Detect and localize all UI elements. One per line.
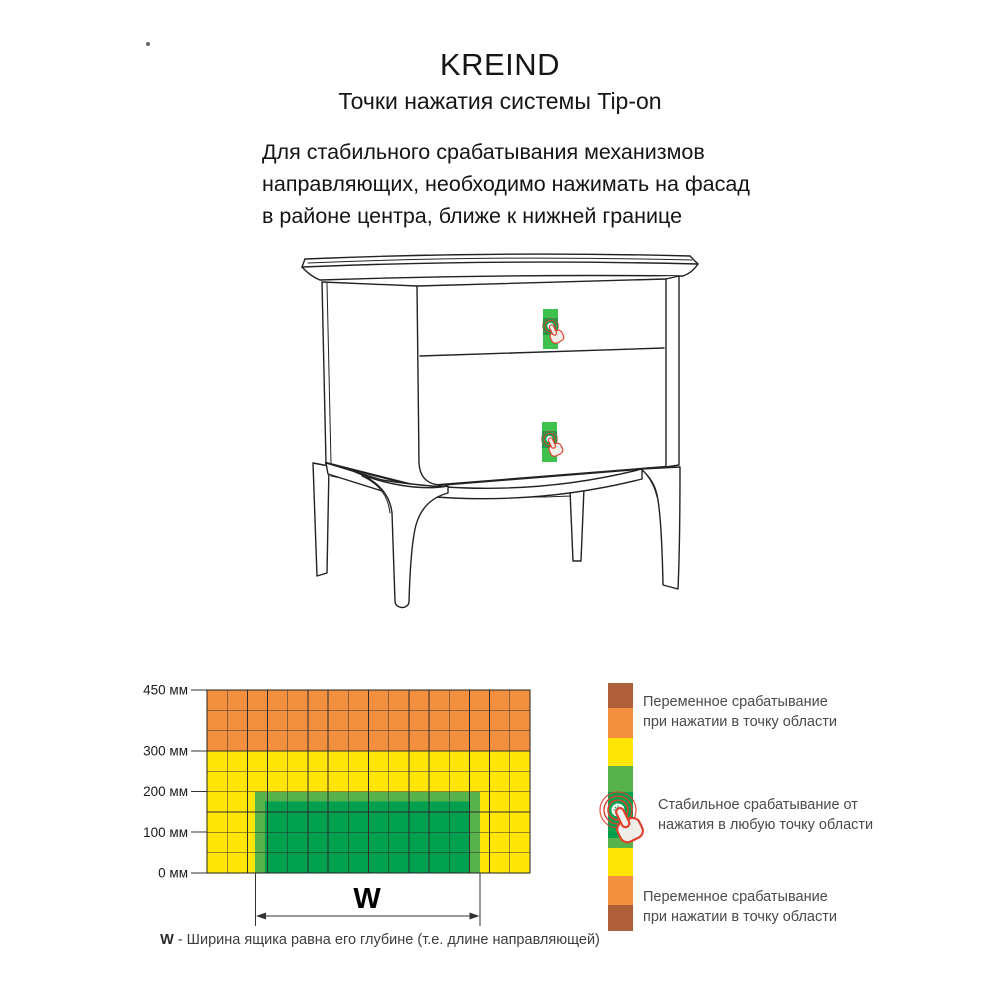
legend-color-segment (608, 683, 633, 708)
legend-label-stable: Стабильное срабатывание от нажатия в любую точку области (658, 797, 874, 833)
legend-color-segment (608, 848, 633, 876)
intro-paragraph (262, 136, 750, 232)
stray-dot (146, 42, 150, 46)
width-label: W (353, 883, 381, 915)
legend-label-variable-bottom: Переменное срабатывание при нажатии в точку области (643, 889, 837, 925)
legend-color-segment (608, 905, 633, 931)
furniture-illustration (265, 245, 735, 635)
leg-rear-left (313, 463, 329, 576)
pressure-zone-chart (140, 668, 620, 968)
legend-color-segment (608, 708, 633, 738)
page-subtitle: Точки нажатия системы Tip-on (338, 88, 662, 114)
tick-label: 100 мм (143, 824, 188, 840)
brand-title: KREIND (439, 47, 561, 82)
tick-label: 300 мм (143, 743, 188, 759)
cabinet-body (322, 276, 679, 487)
leg-front-left (355, 472, 448, 608)
intro-line: в районе центра, ближе к нижней границе (262, 204, 683, 228)
tick-label: 450 мм (143, 682, 188, 698)
caption-symbol: W (160, 932, 174, 948)
leg-front-right (641, 467, 680, 589)
y-axis-ticks (143, 683, 207, 881)
tick-label: 0 мм (158, 865, 188, 881)
legend-color-segment (608, 876, 633, 905)
chart-caption (150, 932, 610, 948)
intro-line: направляющих, необходимо нажимать на фасад (262, 172, 750, 196)
legend-color-segment (608, 738, 633, 766)
caption-text: - Ширина ящика равна его глубине (т.е. длине направляющей) (173, 932, 600, 948)
legend-label-variable-top: Переменное срабатывание при нажатии в точку области (643, 694, 837, 730)
width-dimension (256, 873, 481, 926)
leg-rear-right (570, 488, 584, 561)
tick-label: 200 мм (143, 784, 188, 800)
intro-line: Для стабильного срабатывания механизмов (262, 140, 705, 164)
legend-color-segment (608, 766, 633, 792)
